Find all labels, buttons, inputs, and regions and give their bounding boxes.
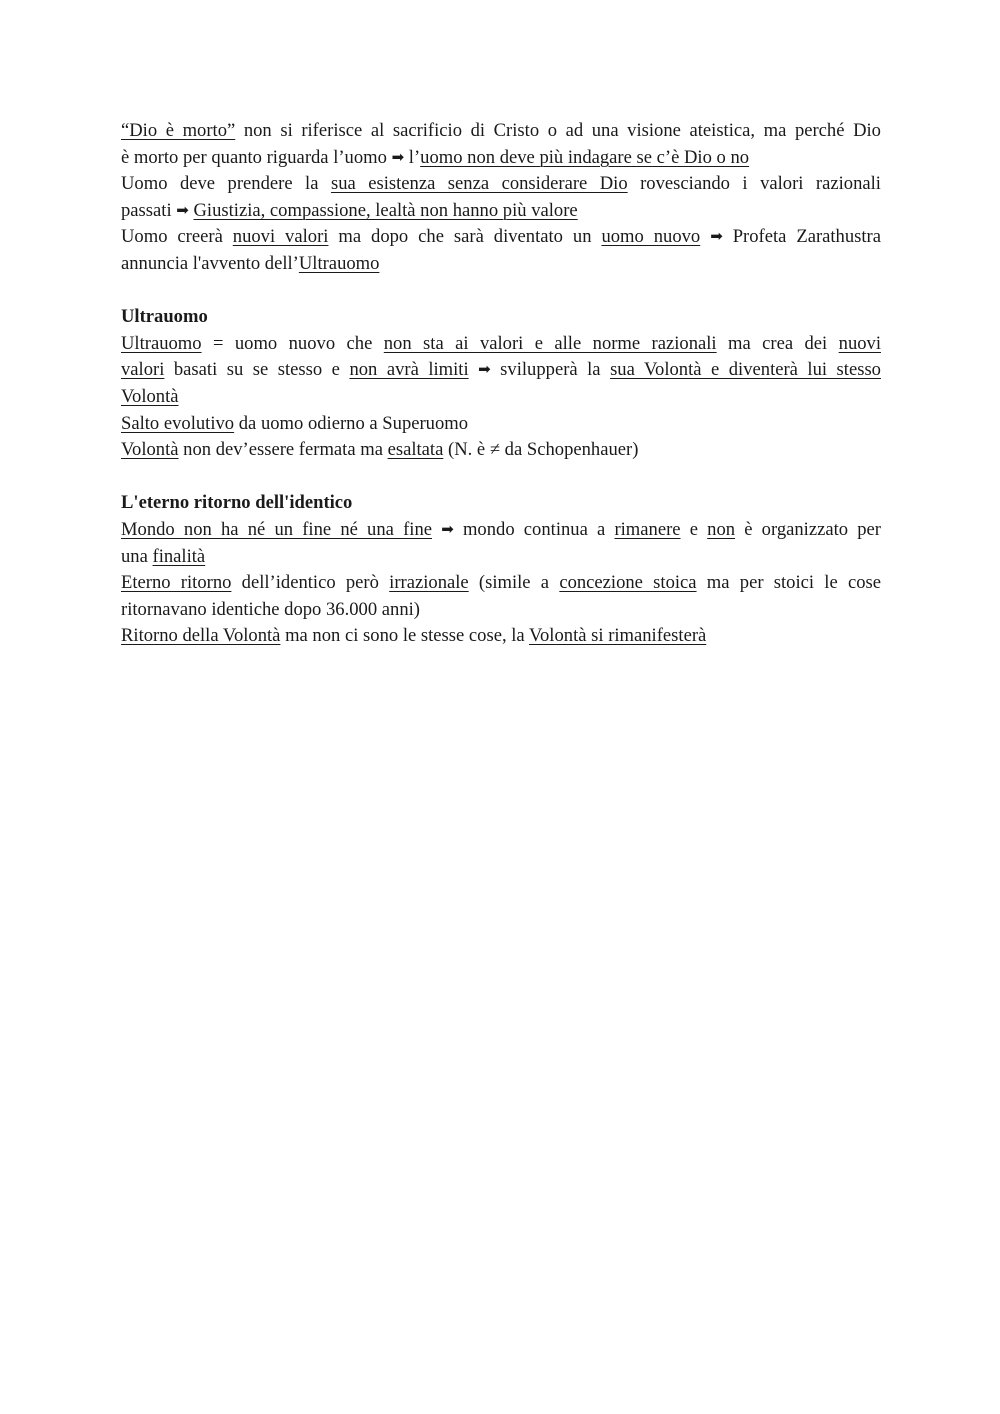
- intro-line-5: Uomo creerà nuovi valori ma dopo che sarà diventato un uomo nuovo ➡ Profeta Zarathustra: [121, 226, 881, 248]
- right-arrow-icon: ➡: [441, 519, 454, 538]
- section-heading-ultrauomo: Ultrauomo: [121, 306, 208, 328]
- underlined-phrase: valori: [121, 359, 165, 381]
- underlined-phrase: finalità: [152, 545, 206, 567]
- right-arrow-icon: ➡: [176, 200, 189, 219]
- underlined-phrase: uomo non deve più indagare se c’è Dio o no: [420, 146, 750, 168]
- underlined-phrase: Volontà si rimanifesterà: [528, 625, 707, 647]
- ultrauomo-line-3: [121, 384, 881, 411]
- underlined-phrase: sua esistenza senza considerare Dio: [330, 173, 628, 195]
- underlined-phrase: rimanere: [614, 518, 681, 540]
- underlined-phrase: nuovi: [838, 332, 881, 354]
- intro-line-2: è morto per quanto riguarda l’uomo ➡ l’uomo non deve più indagare se c’è Dio o no: [121, 146, 750, 168]
- intro-line-4: passati ➡ Giustizia, compassione, lealtà non hanno più valore: [121, 199, 578, 221]
- underlined-phrase: sua Volontà e diventerà lui stesso: [610, 359, 881, 381]
- underlined-phrase: nuovi valori: [232, 226, 329, 248]
- underlined-phrase: Volontà: [121, 385, 179, 407]
- right-arrow-icon: ➡: [478, 360, 491, 379]
- right-arrow-icon: ➡: [391, 147, 405, 166]
- underlined-phrase: Giustizia, compassione, lealtà non hanno più valore: [193, 199, 578, 221]
- underlined-phrase: non: [707, 518, 736, 540]
- ultrauomo-line-2: valori basati su se stesso e non avrà limiti ➡ svilupperà la sua Volontà e diventerà lui stesso: [121, 359, 881, 381]
- intro-line-3: Uomo deve prendere la sua esistenza senza considerare Dio rovesciando i valori razionali: [121, 173, 881, 195]
- underlined-phrase: Ultrauomo: [298, 252, 380, 274]
- underlined-phrase: Ritorno della Volontà: [121, 625, 281, 647]
- underlined-phrase: Mondo non ha né un fine né una fine: [121, 518, 433, 540]
- eterno-line-2: una finalità: [121, 545, 206, 567]
- intro-line-6: annuncia l'avvento dell’Ultrauomo: [121, 252, 380, 274]
- underlined-phrase: uomo nuovo: [601, 226, 701, 248]
- intro-line-1: “Dio è morto” non si riferisce al sacrificio di Cristo o ad una visione ateistica, ma perché Dio: [121, 120, 881, 141]
- underlined-phrase: esaltata: [387, 439, 444, 461]
- ultrauomo-line-1: Ultrauomo = uomo nuovo che non sta ai valori e alle norme razionali ma crea dei nuovi: [121, 332, 881, 354]
- section-heading-eterno-ritorno: L'eterno ritorno dell'identico: [121, 492, 353, 514]
- underlined-phrase: Volontà: [121, 439, 179, 461]
- paragraph-gap: [121, 464, 881, 491]
- right-arrow-icon: ➡: [710, 227, 723, 246]
- paragraph-gap: [121, 278, 881, 305]
- ultrauomo-line-4: Salto evolutivo da uomo odierno a Superuomo: [121, 412, 469, 434]
- underlined-phrase: irrazionale: [389, 572, 469, 594]
- underlined-phrase: non avrà limiti: [349, 359, 469, 381]
- eterno-line-5: Ritorno della Volontà ma non ci sono le stesse cose, la Volontà si rimanifesterà: [121, 625, 707, 647]
- underlined-phrase: non sta ai valori e alle norme razionali: [383, 332, 717, 354]
- eterno-line-3: Eterno ritorno dell’identico però irrazionale (simile a concezione stoica ma per stoici le cose: [121, 572, 881, 594]
- eterno-line-4: ritornavano identiche dopo 36.000 anni): [121, 598, 420, 620]
- document-page: [121, 118, 881, 650]
- underlined-phrase: “Dio è morto”: [121, 120, 236, 141]
- ultrauomo-line-5: Volontà non dev’essere fermata ma esaltata (N. è ≠ da Schopenhauer): [121, 439, 639, 461]
- underlined-phrase: Salto evolutivo: [121, 412, 235, 434]
- underlined-phrase: concezione stoica: [559, 572, 697, 594]
- eterno-line-1: Mondo non ha né un fine né una fine ➡ mondo continua a rimanere e non è organizzato per: [121, 518, 881, 540]
- underlined-phrase: Eterno ritorno: [121, 572, 232, 594]
- underlined-phrase: Ultrauomo: [121, 332, 202, 354]
